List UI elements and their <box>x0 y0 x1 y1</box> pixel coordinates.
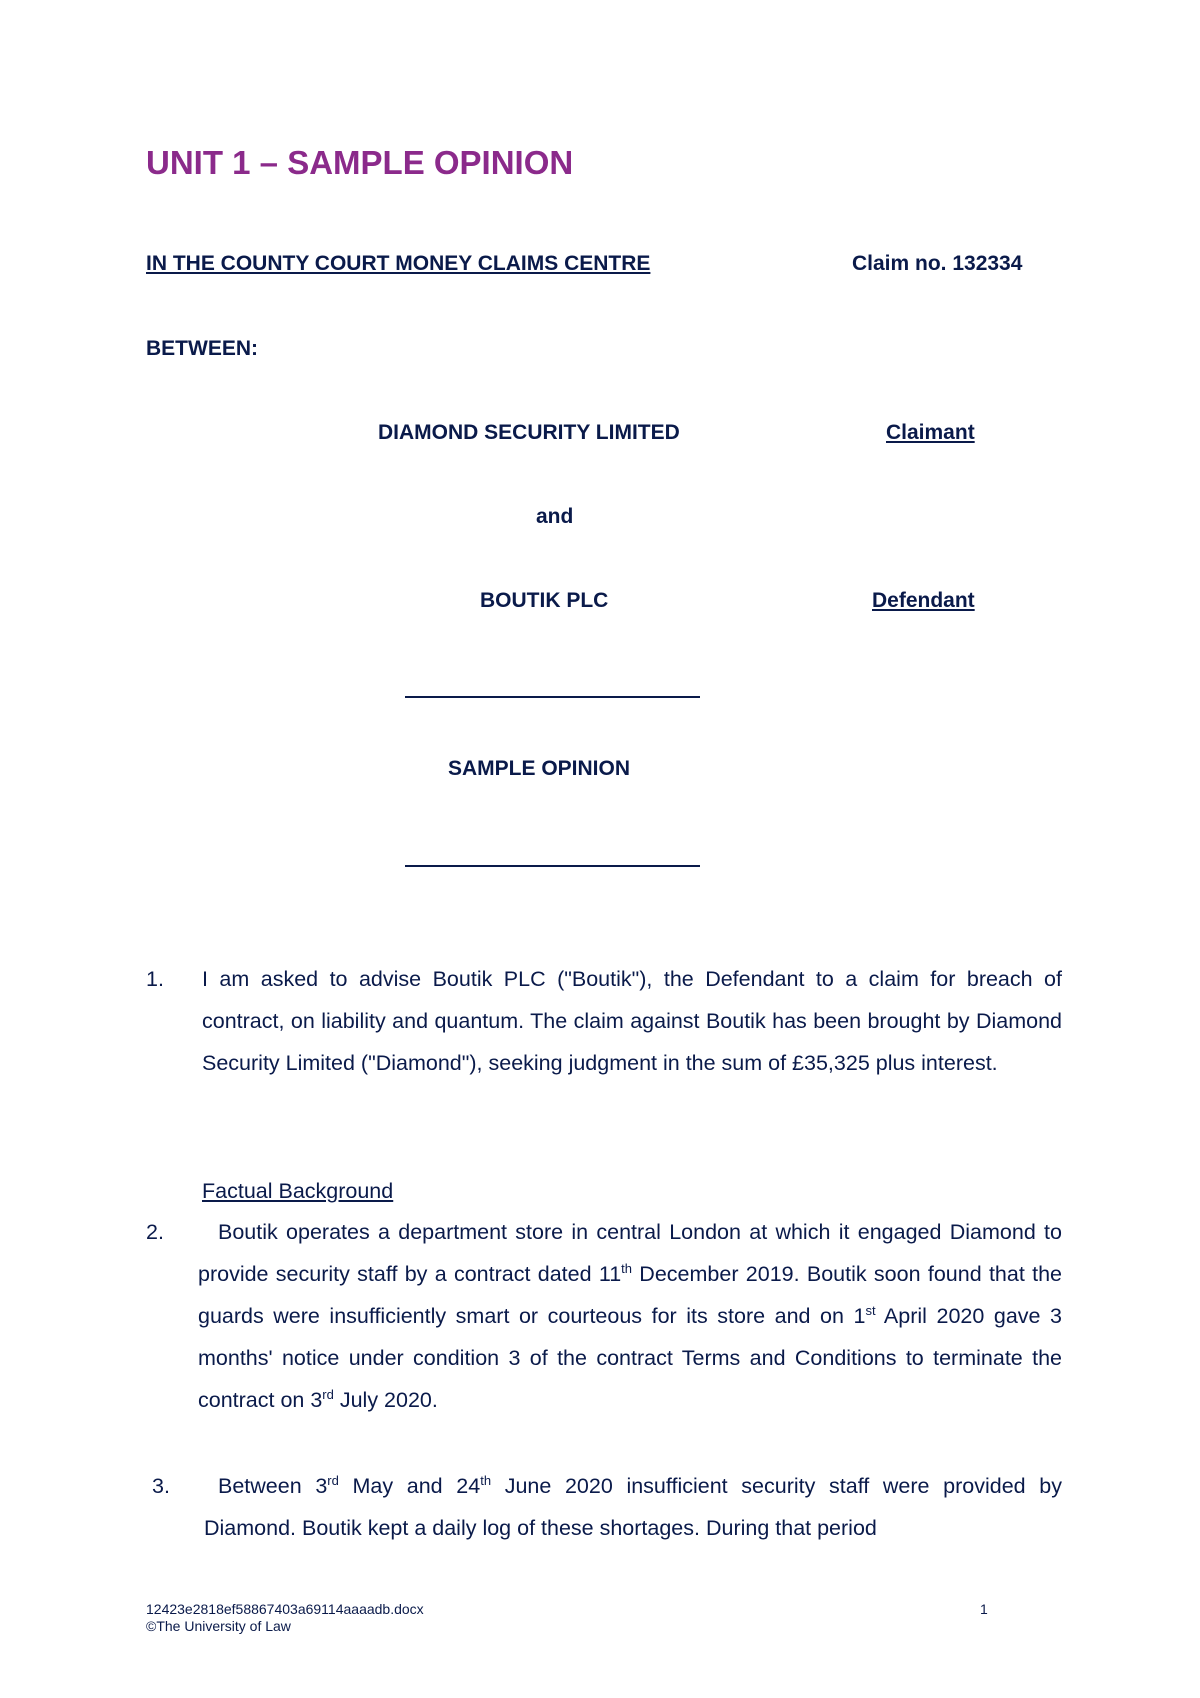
defendant-role: Defendant <box>872 589 975 612</box>
between-label: BETWEEN: <box>146 337 258 360</box>
footer-copyright: ©The University of Law <box>146 1618 291 1634</box>
opinion-heading: SAMPLE OPINION <box>448 757 631 780</box>
paragraph-number: 3. <box>152 1474 170 1498</box>
paragraph-number: 1. <box>146 967 164 991</box>
document-title: UNIT 1 – SAMPLE OPINION <box>146 144 574 181</box>
claim-number: Claim no. 132334 <box>852 252 1023 275</box>
paragraph-1: I am asked to advise Boutik PLC ("Boutik"), the Defendant to a claim for breach of contract, on liability and quantum. The claim against Boutik has been brought by Diamond Security Limited ("Diamond"), seeking judgment in the sum of £35,325 plus interest. <box>202 967 1062 1075</box>
claimant-role: Claimant <box>886 421 975 444</box>
heading-rule-bottom <box>405 865 700 867</box>
paragraph-2: Boutik operates a department store in central London at which it engaged Diamond to provide security staff by a contract dated 11th December 2019. Boutik soon found that the guards were insufficiently smart or courteous for its store and on 1st April 2020 gave 3 months' notice under condition 3 of the contract Terms and Conditions to terminate the contract on 3rd July 2020. <box>198 1220 1062 1412</box>
page-number: 1 <box>980 1601 988 1617</box>
section-heading: Factual Background <box>202 1179 394 1203</box>
paragraph-number: 2. <box>146 1220 164 1244</box>
footer-filename: 12423e2818ef58867403a69114aaaadb.docx <box>146 1601 424 1617</box>
defendant-name: BOUTIK PLC <box>480 589 609 612</box>
paragraph-3: Between 3rd May and 24th June 2020 insufficient security staff were provided by Diamond. Boutik kept a daily log of these shortages. During that period <box>204 1472 1062 1540</box>
claimant-name: DIAMOND SECURITY LIMITED <box>378 421 680 444</box>
heading-rule-top <box>405 696 700 698</box>
and-label: and <box>536 505 574 528</box>
court-name: IN THE COUNTY COURT MONEY CLAIMS CENTRE <box>146 252 651 275</box>
